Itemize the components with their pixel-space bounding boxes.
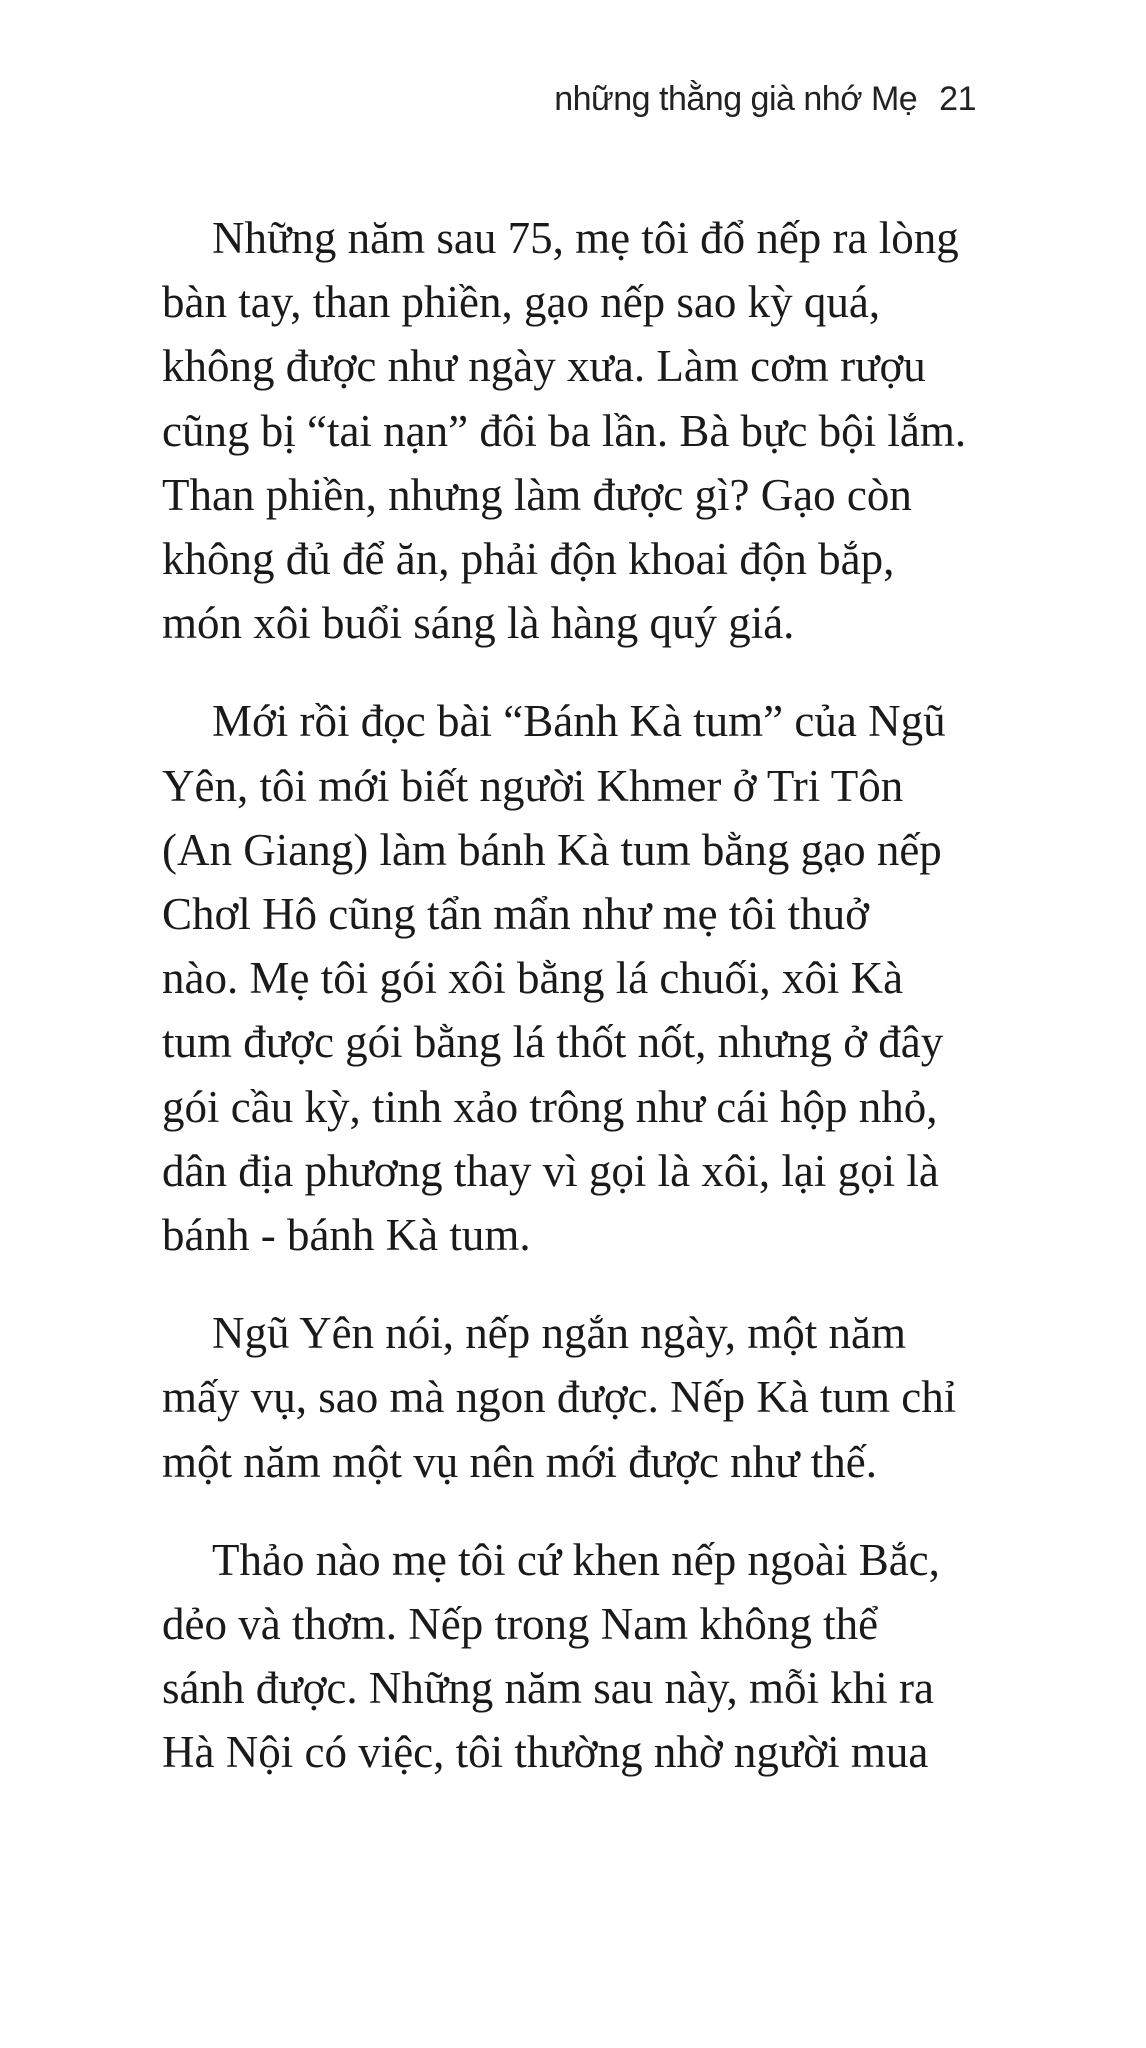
text-line: cũng bị “tai nạn” đôi ba lần. Bà bực bội lắm. — [162, 405, 967, 456]
text-line: nào. Mẹ tôi gói xôi bằng lá chuối, xôi Kà — [162, 953, 904, 1004]
text-line: mấy vụ, sao mà ngon được. Nếp Kà tum chỉ — [162, 1372, 957, 1423]
text-line: không đủ để ăn, phải độn khoai độn bắp, — [162, 534, 895, 585]
page-number: 21 — [939, 80, 976, 118]
text-line: sánh được. Những năm sau này, mỗi khi ra — [162, 1663, 935, 1714]
text-line: Than phiền, nhưng làm được gì? Gạo còn — [162, 469, 912, 520]
text-line: Hà Nội có việc, tôi thường nhờ người mua — [162, 1727, 929, 1778]
text-line: gói cầu kỳ, tinh xảo trông như cái hộp nhỏ, — [162, 1081, 938, 1132]
text-line: món xôi buổi sáng là hàng quý giá. — [162, 598, 795, 649]
text-line: tum được gói bằng lá thốt nốt, nhưng ở đây — [162, 1017, 944, 1068]
paragraph-1 — [162, 206, 982, 655]
text-line: không được như ngày xưa. Làm cơm rượu — [162, 341, 926, 392]
text-line: một năm một vụ nên mới được như thế. — [162, 1436, 878, 1487]
text-line: Những năm sau 75, mẹ tôi đổ nếp ra lòng — [212, 213, 959, 263]
paragraph-4 — [162, 1528, 982, 1785]
running-header — [554, 80, 976, 119]
text-line: (An Giang) làm bánh Kà tum bằng gạo nếp — [162, 824, 942, 875]
text-line: dẻo và thơm. Nếp trong Nam không thể — [162, 1599, 879, 1650]
body-text — [162, 206, 982, 1819]
text-line: bánh - bánh Kà tum. — [162, 1210, 531, 1261]
paragraph-3 — [162, 1301, 982, 1494]
text-line: Chơl Hô cũng tẩn mẩn như mẹ tôi thuở — [162, 889, 869, 940]
text-line: Yên, tôi mới biết người Khmer ở Tri Tôn — [162, 760, 904, 811]
text-line: dân địa phương thay vì gọi là xôi, lại gọi là — [162, 1145, 939, 1196]
text-line: Thảo nào mẹ tôi cứ khen nếp ngoài Bắc, — [212, 1534, 940, 1585]
running-title: những thằng già nhớ Mẹ — [554, 80, 918, 118]
text-line: Ngũ Yên nói, nếp ngắn ngày, một năm — [212, 1308, 907, 1359]
paragraph-2 — [162, 689, 982, 1267]
text-line: bàn tay, than phiền, gạo nếp sao kỳ quá, — [162, 277, 881, 328]
text-line: Mới rồi đọc bài “Bánh Kà tum” của Ngũ — [212, 696, 946, 747]
